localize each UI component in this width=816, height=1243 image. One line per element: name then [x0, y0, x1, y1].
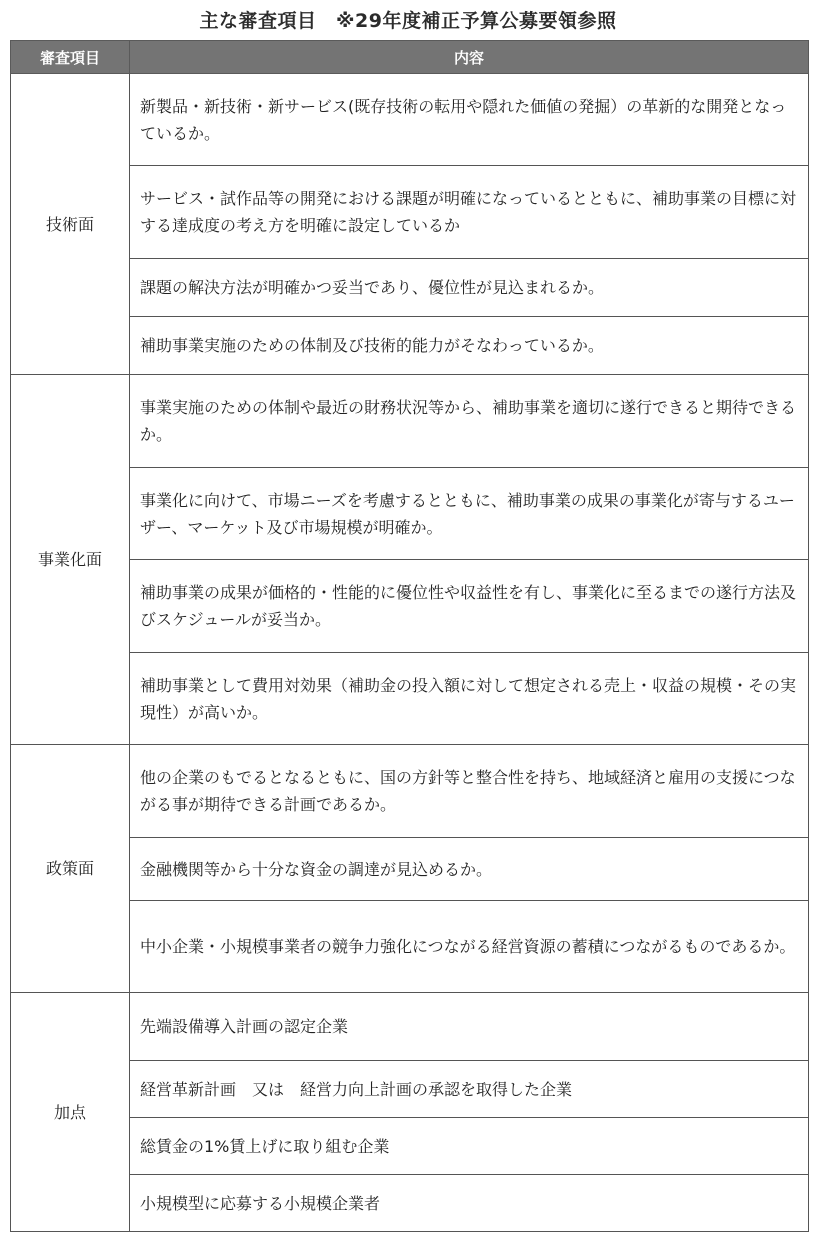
header-category: 審査項目 — [11, 41, 130, 74]
table-row — [11, 560, 809, 653]
table-row — [11, 259, 809, 317]
criteria-item: 事業化に向けて、市場ニーズを考慮するとともに、補助事業の成果の事業化が寄与するユーザー、マーケット及び市場規模が明確か。 — [130, 468, 809, 560]
criteria-item: 経営革新計画 又は 経営力向上計画の承認を取得した企業 — [130, 1061, 809, 1118]
criteria-item: 小規模型に応募する小規模企業者 — [130, 1175, 809, 1232]
table-row — [11, 468, 809, 560]
table-row — [11, 1061, 809, 1118]
criteria-item: 事業実施のための体制や最近の財務状況等から、補助事業を適切に遂行できると期待できるか。 — [130, 375, 809, 468]
table-row — [11, 653, 809, 745]
table-row — [11, 375, 809, 468]
table-row — [11, 901, 809, 993]
table-row — [11, 745, 809, 838]
criteria-item: 先端設備導入計画の認定企業 — [130, 993, 809, 1061]
criteria-item: 補助事業として費用対効果（補助金の投入額に対して想定される売上・収益の規模・その実現性）が高いか。 — [130, 653, 809, 745]
category-cell-commercialization: 事業化面 — [11, 375, 130, 745]
table-header-row — [11, 41, 809, 74]
table-row — [11, 74, 809, 166]
category-cell-technical: 技術面 — [11, 74, 130, 375]
table-row — [11, 317, 809, 375]
criteria-item: 補助事業実施のための体制及び技術的能力がそなわっているか。 — [130, 317, 809, 375]
table-row — [11, 1118, 809, 1175]
header-content: 内容 — [130, 41, 809, 74]
table-row — [11, 1175, 809, 1232]
criteria-item: 金融機関等から十分な資金の調達が見込めるか。 — [130, 838, 809, 901]
table-row — [11, 838, 809, 901]
review-criteria-table — [10, 40, 809, 1232]
criteria-item: 新製品・新技術・新サービス(既存技術の転用や隠れた価値の発掘）の革新的な開発となっているか。 — [130, 74, 809, 166]
criteria-item: 総賃金の1%賃上げに取り組む企業 — [130, 1118, 809, 1175]
table-row — [11, 993, 809, 1061]
criteria-item: サービス・試作品等の開発における課題が明確になっているとともに、補助事業の目標に対する達成度の考え方を明確に設定しているか — [130, 166, 809, 259]
criteria-item: 課題の解決方法が明確かつ妥当であり、優位性が見込まれるか。 — [130, 259, 809, 317]
criteria-item: 中小企業・小規模事業者の競争力強化につながる経営資源の蓄積につながるものであるか。 — [130, 901, 809, 993]
table-row — [11, 166, 809, 259]
category-cell-bonus-points: 加点 — [11, 993, 130, 1232]
criteria-item: 補助事業の成果が価格的・性能的に優位性や収益性を有し、事業化に至るまでの遂行方法及びスケジュールが妥当か。 — [130, 560, 809, 653]
criteria-item: 他の企業のもでるとなるともに、国の方針等と整合性を持ち、地域経済と雇用の支援につながる事が期待できる計画であるか。 — [130, 745, 809, 838]
page-title: 主な審査項目 ※29年度補正予算公募要領参照 — [199, 10, 617, 32]
category-cell-policy: 政策面 — [11, 745, 130, 993]
